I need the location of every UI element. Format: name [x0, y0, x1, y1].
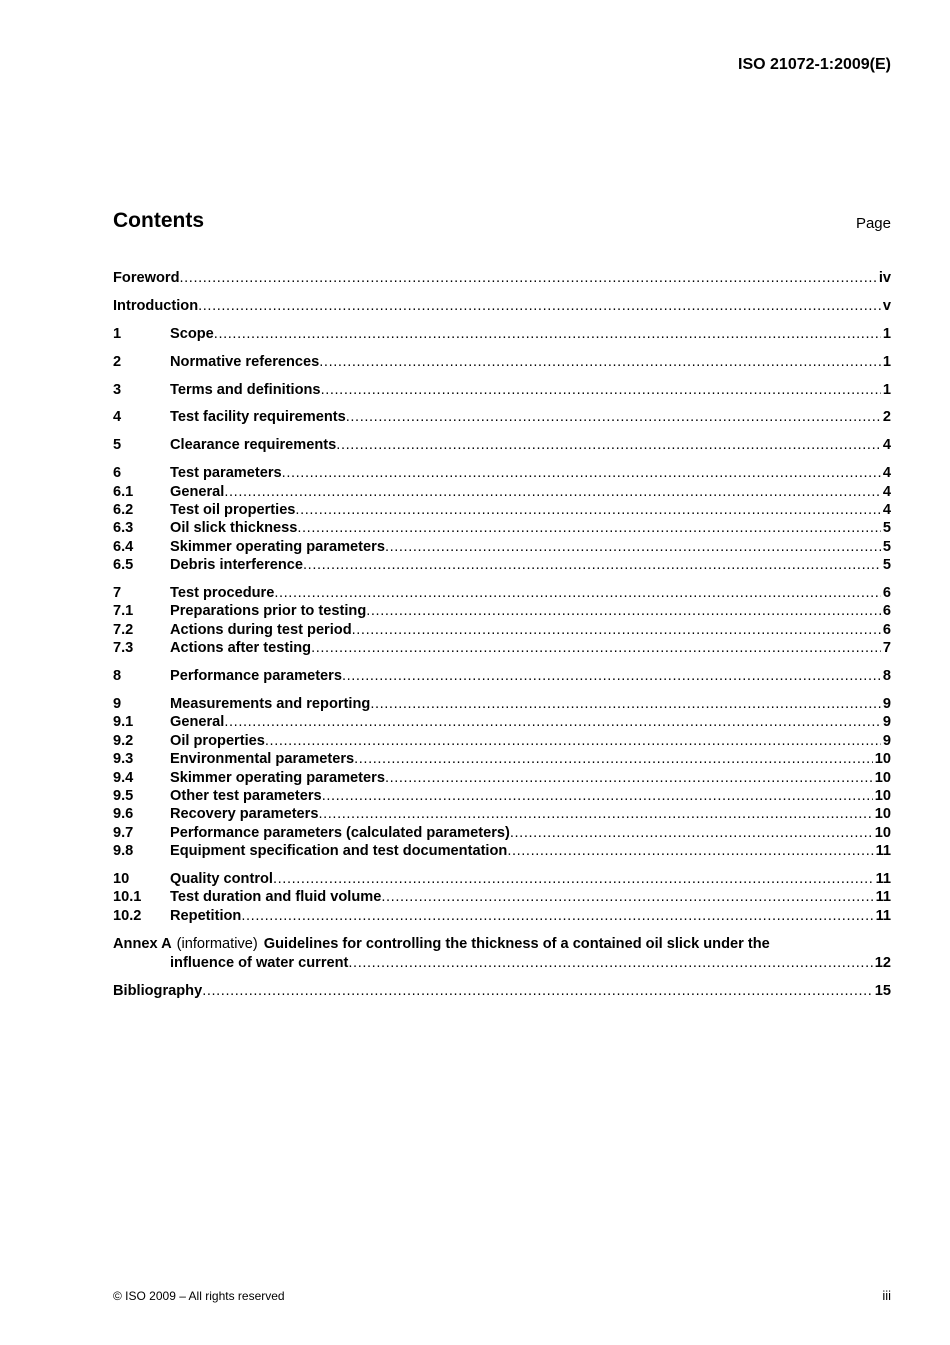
toc-entry-number: 9.6	[113, 806, 134, 823]
toc-entry-title: Clearance requirements	[170, 437, 337, 454]
toc-entry-page-number: 7	[882, 640, 891, 657]
toc-entry-number: 9.5	[113, 787, 134, 804]
toc-entry[interactable]	[113, 787, 891, 805]
toc-entry-page-number: 1	[882, 325, 891, 342]
toc-entry-title: Recovery parameters	[170, 806, 319, 823]
toc-entry[interactable]	[113, 353, 891, 371]
toc-entry-number: 9	[113, 696, 122, 713]
dot-leader	[297, 519, 881, 537]
toc-groups	[113, 269, 891, 925]
toc-entry-number: 9.1	[113, 714, 134, 731]
toc-entry-number: 6	[113, 465, 122, 482]
toc-entry-title: Oil properties	[170, 732, 265, 749]
toc-entry[interactable]	[113, 556, 891, 574]
toc-entry-title: Skimmer operating parameters	[170, 769, 385, 786]
toc-entry-number: 10.1	[113, 889, 142, 906]
dot-leader	[198, 297, 881, 315]
toc-entry-number: 3	[113, 381, 122, 398]
toc-entry-title: Introduction	[113, 297, 199, 314]
dot-leader	[322, 787, 873, 805]
toc-entry[interactable]	[113, 639, 891, 657]
toc-entry-number: 7.1	[113, 603, 134, 620]
toc-entry-title: Test duration and fluid volume	[170, 889, 382, 906]
toc-entry-title: Test procedure	[170, 585, 275, 602]
toc-entry-number: 6.3	[113, 520, 134, 537]
dot-leader	[381, 888, 873, 906]
dot-leader	[366, 602, 881, 620]
toc-entry-number: 2	[113, 353, 122, 370]
toc-entry[interactable]	[113, 519, 891, 537]
dot-leader	[303, 556, 881, 574]
toc-group	[113, 297, 891, 315]
toc-entry[interactable]	[113, 769, 891, 787]
toc-entry-page-number: 10	[874, 787, 891, 804]
annex-title-line1: Guidelines for controlling the thickness of a contained oil slick under the	[263, 935, 770, 952]
toc-entry[interactable]	[113, 750, 891, 768]
toc-entry[interactable]	[113, 695, 891, 713]
toc-entry[interactable]	[113, 842, 891, 860]
dot-leader	[342, 667, 881, 685]
toc-entry-page-number: 6	[882, 621, 891, 638]
toc-entry-page-number: 6	[882, 603, 891, 620]
toc-group	[113, 381, 891, 399]
toc-entry-number: 9.2	[113, 732, 134, 749]
toc-entry-title: Terms and definitions	[170, 381, 321, 398]
dot-leader	[346, 408, 881, 426]
toc-entry[interactable]	[113, 538, 891, 556]
toc-entry-number: 5	[113, 437, 122, 454]
dot-leader	[385, 769, 873, 787]
toc-entry-title: Skimmer operating parameters	[170, 538, 385, 555]
toc-entry[interactable]	[113, 325, 891, 343]
annex-title-line2: influence of water current	[170, 954, 349, 971]
toc-entry-title: Performance parameters (calculated parameters)	[170, 824, 510, 841]
toc-entry-number: 9.4	[113, 769, 134, 786]
toc-entry-title: Test oil properties	[170, 502, 296, 519]
annex-page-number: 12	[874, 954, 891, 971]
toc-entry-page-number: 9	[882, 696, 891, 713]
dot-leader	[273, 870, 874, 888]
toc-entry-title: Equipment specification and test documentation	[170, 843, 508, 860]
toc-entry-number: 7.3	[113, 640, 134, 657]
toc-entry-title: Performance parameters	[170, 668, 342, 685]
toc-entry[interactable]	[113, 381, 891, 399]
dot-leader	[370, 695, 881, 713]
dot-leader	[352, 621, 881, 639]
dot-leader	[311, 639, 881, 657]
toc-entry-page-number: iv	[878, 270, 891, 286]
toc-entry-title: Repetition	[170, 907, 242, 924]
toc-entry-number: 6.4	[113, 538, 134, 555]
toc-group	[113, 695, 891, 861]
toc-entry-number: 6.5	[113, 557, 134, 574]
toc-entry-title: Preparations prior to testing	[170, 603, 367, 620]
dot-leader	[318, 805, 872, 823]
toc-entry-number: 6.2	[113, 502, 134, 519]
dot-leader	[214, 325, 881, 343]
toc-entry[interactable]	[113, 667, 891, 685]
dot-leader	[282, 464, 881, 482]
toc-entry[interactable]	[113, 483, 891, 501]
bibliography-page-number: 15	[874, 983, 891, 1000]
bibliography-entry	[113, 982, 891, 1000]
annex-second-line	[113, 954, 891, 973]
toc-entry-page-number: 2	[882, 409, 891, 426]
toc-group	[113, 408, 891, 426]
toc-entry-page-number: 9	[882, 732, 891, 749]
annex-informative-tag: (informative)	[176, 935, 258, 952]
annex-label: Annex A	[113, 935, 172, 952]
toc-bibliography[interactable]	[113, 982, 891, 1000]
toc-entry-title: Environmental parameters	[170, 751, 355, 768]
toc-entry-page-number: 11	[875, 889, 891, 906]
toc-entry[interactable]	[113, 464, 891, 482]
toc-entry-page-number: 4	[882, 465, 891, 482]
dot-leader	[354, 750, 873, 768]
footer-page-number: iii	[882, 1288, 891, 1303]
toc-entry-page-number: 1	[882, 353, 891, 370]
toc-group	[113, 353, 891, 371]
bibliography-title: Bibliography	[113, 983, 203, 1000]
toc-entry[interactable]	[113, 805, 891, 823]
toc-entry[interactable]	[113, 888, 891, 906]
toc-entry-title: General	[170, 483, 225, 500]
dot-leader	[224, 483, 881, 501]
toc-group	[113, 870, 891, 925]
toc-entry-number: 10.2	[113, 907, 142, 924]
toc-entry-number: 6.1	[113, 483, 134, 500]
toc-entry-title: Test parameters	[170, 465, 282, 482]
dot-leader	[295, 501, 880, 519]
toc-entry[interactable]	[113, 436, 891, 454]
toc-entry[interactable]	[113, 297, 891, 315]
dot-leader	[321, 381, 881, 399]
dot-leader	[265, 732, 881, 750]
toc-entry-title: Quality control	[170, 871, 273, 888]
toc-entry[interactable]	[113, 602, 891, 620]
toc-entry-title: Measurements and reporting	[170, 696, 371, 713]
toc-entry-page-number: 5	[882, 520, 891, 537]
toc-entry-page-number: v	[882, 297, 891, 314]
dot-leader	[241, 907, 873, 925]
toc-entry[interactable]	[113, 824, 891, 842]
toc-entry-title: Other test parameters	[170, 787, 322, 804]
toc-entry-page-number: 10	[874, 824, 891, 841]
toc-entry-title: Scope	[170, 325, 214, 342]
toc-entry-page-number: 10	[874, 769, 891, 786]
toc-group	[113, 667, 891, 685]
toc-entry-page-number: 9	[882, 714, 891, 731]
toc-entry-number: 1	[113, 325, 122, 342]
toc-entry-number: 10	[113, 871, 130, 888]
toc-group	[113, 584, 891, 658]
toc-entry[interactable]	[113, 269, 891, 287]
toc-entry-number: 9.7	[113, 824, 134, 841]
table-of-contents	[113, 269, 891, 1010]
toc-entry-page-number: 6	[882, 585, 891, 602]
toc-entry[interactable]	[113, 713, 891, 731]
toc-entry-title: Actions after testing	[170, 640, 312, 657]
dot-leader	[319, 353, 881, 371]
toc-entry-title: Debris interference	[170, 557, 304, 574]
toc-entry-page-number: 4	[882, 483, 891, 500]
toc-entry-page-number: 4	[882, 502, 891, 519]
toc-entry-title: Oil slick thickness	[170, 520, 298, 537]
toc-entry-title: Actions during test period	[170, 621, 352, 638]
toc-entry-page-number: 1	[882, 381, 891, 398]
dot-leader	[179, 269, 876, 287]
toc-entry-page-number: 8	[882, 668, 891, 685]
toc-entry-page-number: 10	[874, 751, 891, 768]
toc-entry-title: Test facility requirements	[170, 409, 346, 426]
dot-leader	[274, 584, 881, 602]
page-column-label: Page	[855, 215, 891, 232]
toc-entry-page-number: 5	[882, 557, 891, 574]
toc-entry[interactable]	[113, 907, 891, 925]
toc-group	[113, 436, 891, 454]
toc-entry[interactable]	[113, 732, 891, 750]
dot-leader	[507, 842, 873, 860]
annex-first-line	[113, 935, 891, 954]
toc-group	[113, 464, 891, 574]
dot-leader	[224, 713, 881, 731]
toc-group	[113, 325, 891, 343]
toc-entry-title: Foreword	[113, 270, 180, 286]
toc-group	[113, 269, 891, 287]
toc-entry[interactable]	[113, 501, 891, 519]
toc-entry-title: General	[170, 714, 225, 731]
toc-entry-number: 9.3	[113, 751, 134, 768]
toc-entry-number: 7	[113, 585, 122, 602]
dot-leader	[336, 436, 881, 454]
toc-entry[interactable]	[113, 584, 891, 602]
dot-leader	[348, 954, 872, 973]
dot-leader	[202, 982, 873, 1000]
toc-entry-number: 9.8	[113, 843, 134, 860]
copyright-notice: © ISO 2009 – All rights reserved	[113, 1289, 285, 1303]
toc-entry-page-number: 4	[882, 437, 891, 454]
dot-leader	[385, 538, 881, 556]
toc-entry-number: 4	[113, 409, 122, 426]
toc-entry-page-number: 5	[882, 538, 891, 555]
dot-leader	[510, 824, 873, 842]
toc-entry[interactable]	[113, 621, 891, 639]
toc-entry[interactable]	[113, 870, 891, 888]
toc-entry-page-number: 11	[875, 907, 891, 924]
toc-annex-a[interactable]	[113, 935, 891, 973]
contents-title: Contents	[113, 209, 204, 232]
document-reference: ISO 21072-1:2009(E)	[738, 56, 891, 73]
toc-entry-page-number: 10	[874, 806, 891, 823]
toc-entry-number: 8	[113, 668, 122, 685]
toc-entry-title: Normative references	[170, 353, 320, 370]
toc-entry-number: 7.2	[113, 621, 134, 638]
toc-entry-page-number: 11	[875, 843, 891, 860]
toc-entry[interactable]	[113, 408, 891, 426]
toc-entry-page-number: 11	[875, 871, 891, 888]
